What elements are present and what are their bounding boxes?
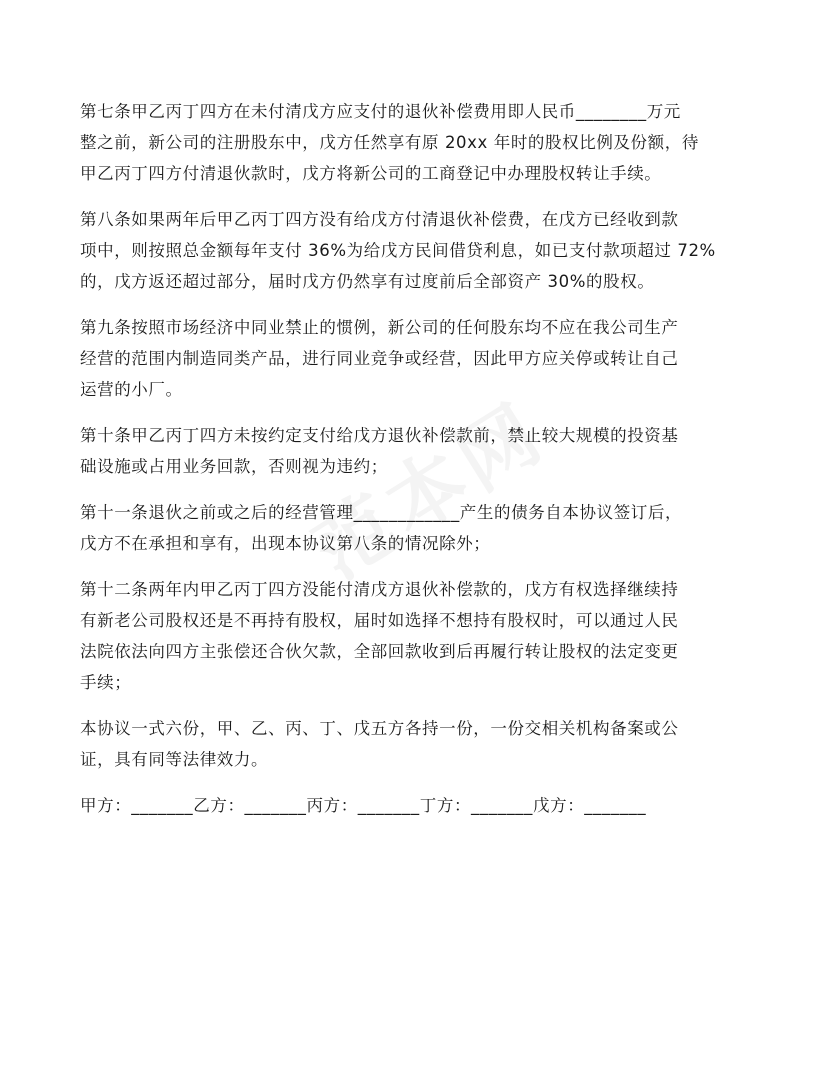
article-line: 有新老公司股权还是不再持有股权，届时如选择不想持有股权时，可以通过人民 (80, 611, 679, 630)
article-8 (80, 204, 780, 297)
article-line: 证，具有同等法律效力。 (80, 750, 269, 769)
article-line: 项中，则按照总金额每年支付 36%为给戊方民间借贷利息，如已支付款项超过 72% (80, 241, 716, 260)
article-line: 经营的范围内制造同类产品，进行同业竞争或经营，因此甲方应关停或转让自己 (80, 349, 679, 368)
article-line: 法院依法向四方主张偿还合伙欠款，全部回款收到后再履行转让股权的法定变更 (80, 642, 679, 661)
article-11 (80, 497, 780, 559)
article-line: 第八条如果两年后甲乙丙丁四方没有给戊方付清退伙补偿费，在戊方已经收到款 (80, 210, 679, 229)
article-line: 的，戊方返还超过部分，届时戊方仍然享有过度前后全部资产 30%的股权。 (80, 272, 655, 291)
article-line: 戊方不在承担和享有，出现本协议第八条的情况除外； (80, 534, 491, 553)
article-line: 第十一条退伙之前或之后的经营管理____________产生的债务自本协议签订后， (80, 503, 683, 522)
article-line: 运营的小厂。 (80, 380, 183, 399)
article-line: 础设施或占用业务回款，否则视为违约； (80, 457, 388, 476)
article-line: 第九条按照市场经济中同业禁止的惯例，新公司的任何股东均不应在我公司生产 (80, 318, 679, 337)
article-12 (80, 574, 780, 698)
article-line: 整之前，新公司的注册股东中，戊方任然享有原 20xx 年时的股权比例及份额，待 (80, 133, 699, 152)
article-line: 第七条甲乙丙丁四方在未付清戊方应支付的退伙补偿费用即人民币________万元 (80, 102, 681, 121)
article-9 (80, 312, 780, 405)
article-line: 第十二条两年内甲乙丙丁四方没能付清戊方退伙补偿款的，戊方有权选择继续持 (80, 580, 679, 599)
article-line: 第十条甲乙丙丁四方未按约定支付给戊方退伙补偿款前，禁止较大规模的投资基 (80, 426, 679, 445)
article-line: 甲乙丙丁四方付清退伙款时，戊方将新公司的工商登记中办理股权转让手续。 (80, 164, 662, 183)
article-7 (80, 96, 780, 189)
article-10 (80, 420, 780, 482)
article-line: 手续； (80, 673, 132, 692)
article-line: 本协议一式六份，甲、乙、丙、丁、戊五方各持一份，一份交相关机构备案或公 (80, 719, 679, 738)
document-body (80, 96, 780, 821)
signature-row: 甲方：_______乙方：_______丙方：_______丁方：_______戊方：_______ (80, 796, 647, 815)
copies-clause (80, 713, 780, 775)
